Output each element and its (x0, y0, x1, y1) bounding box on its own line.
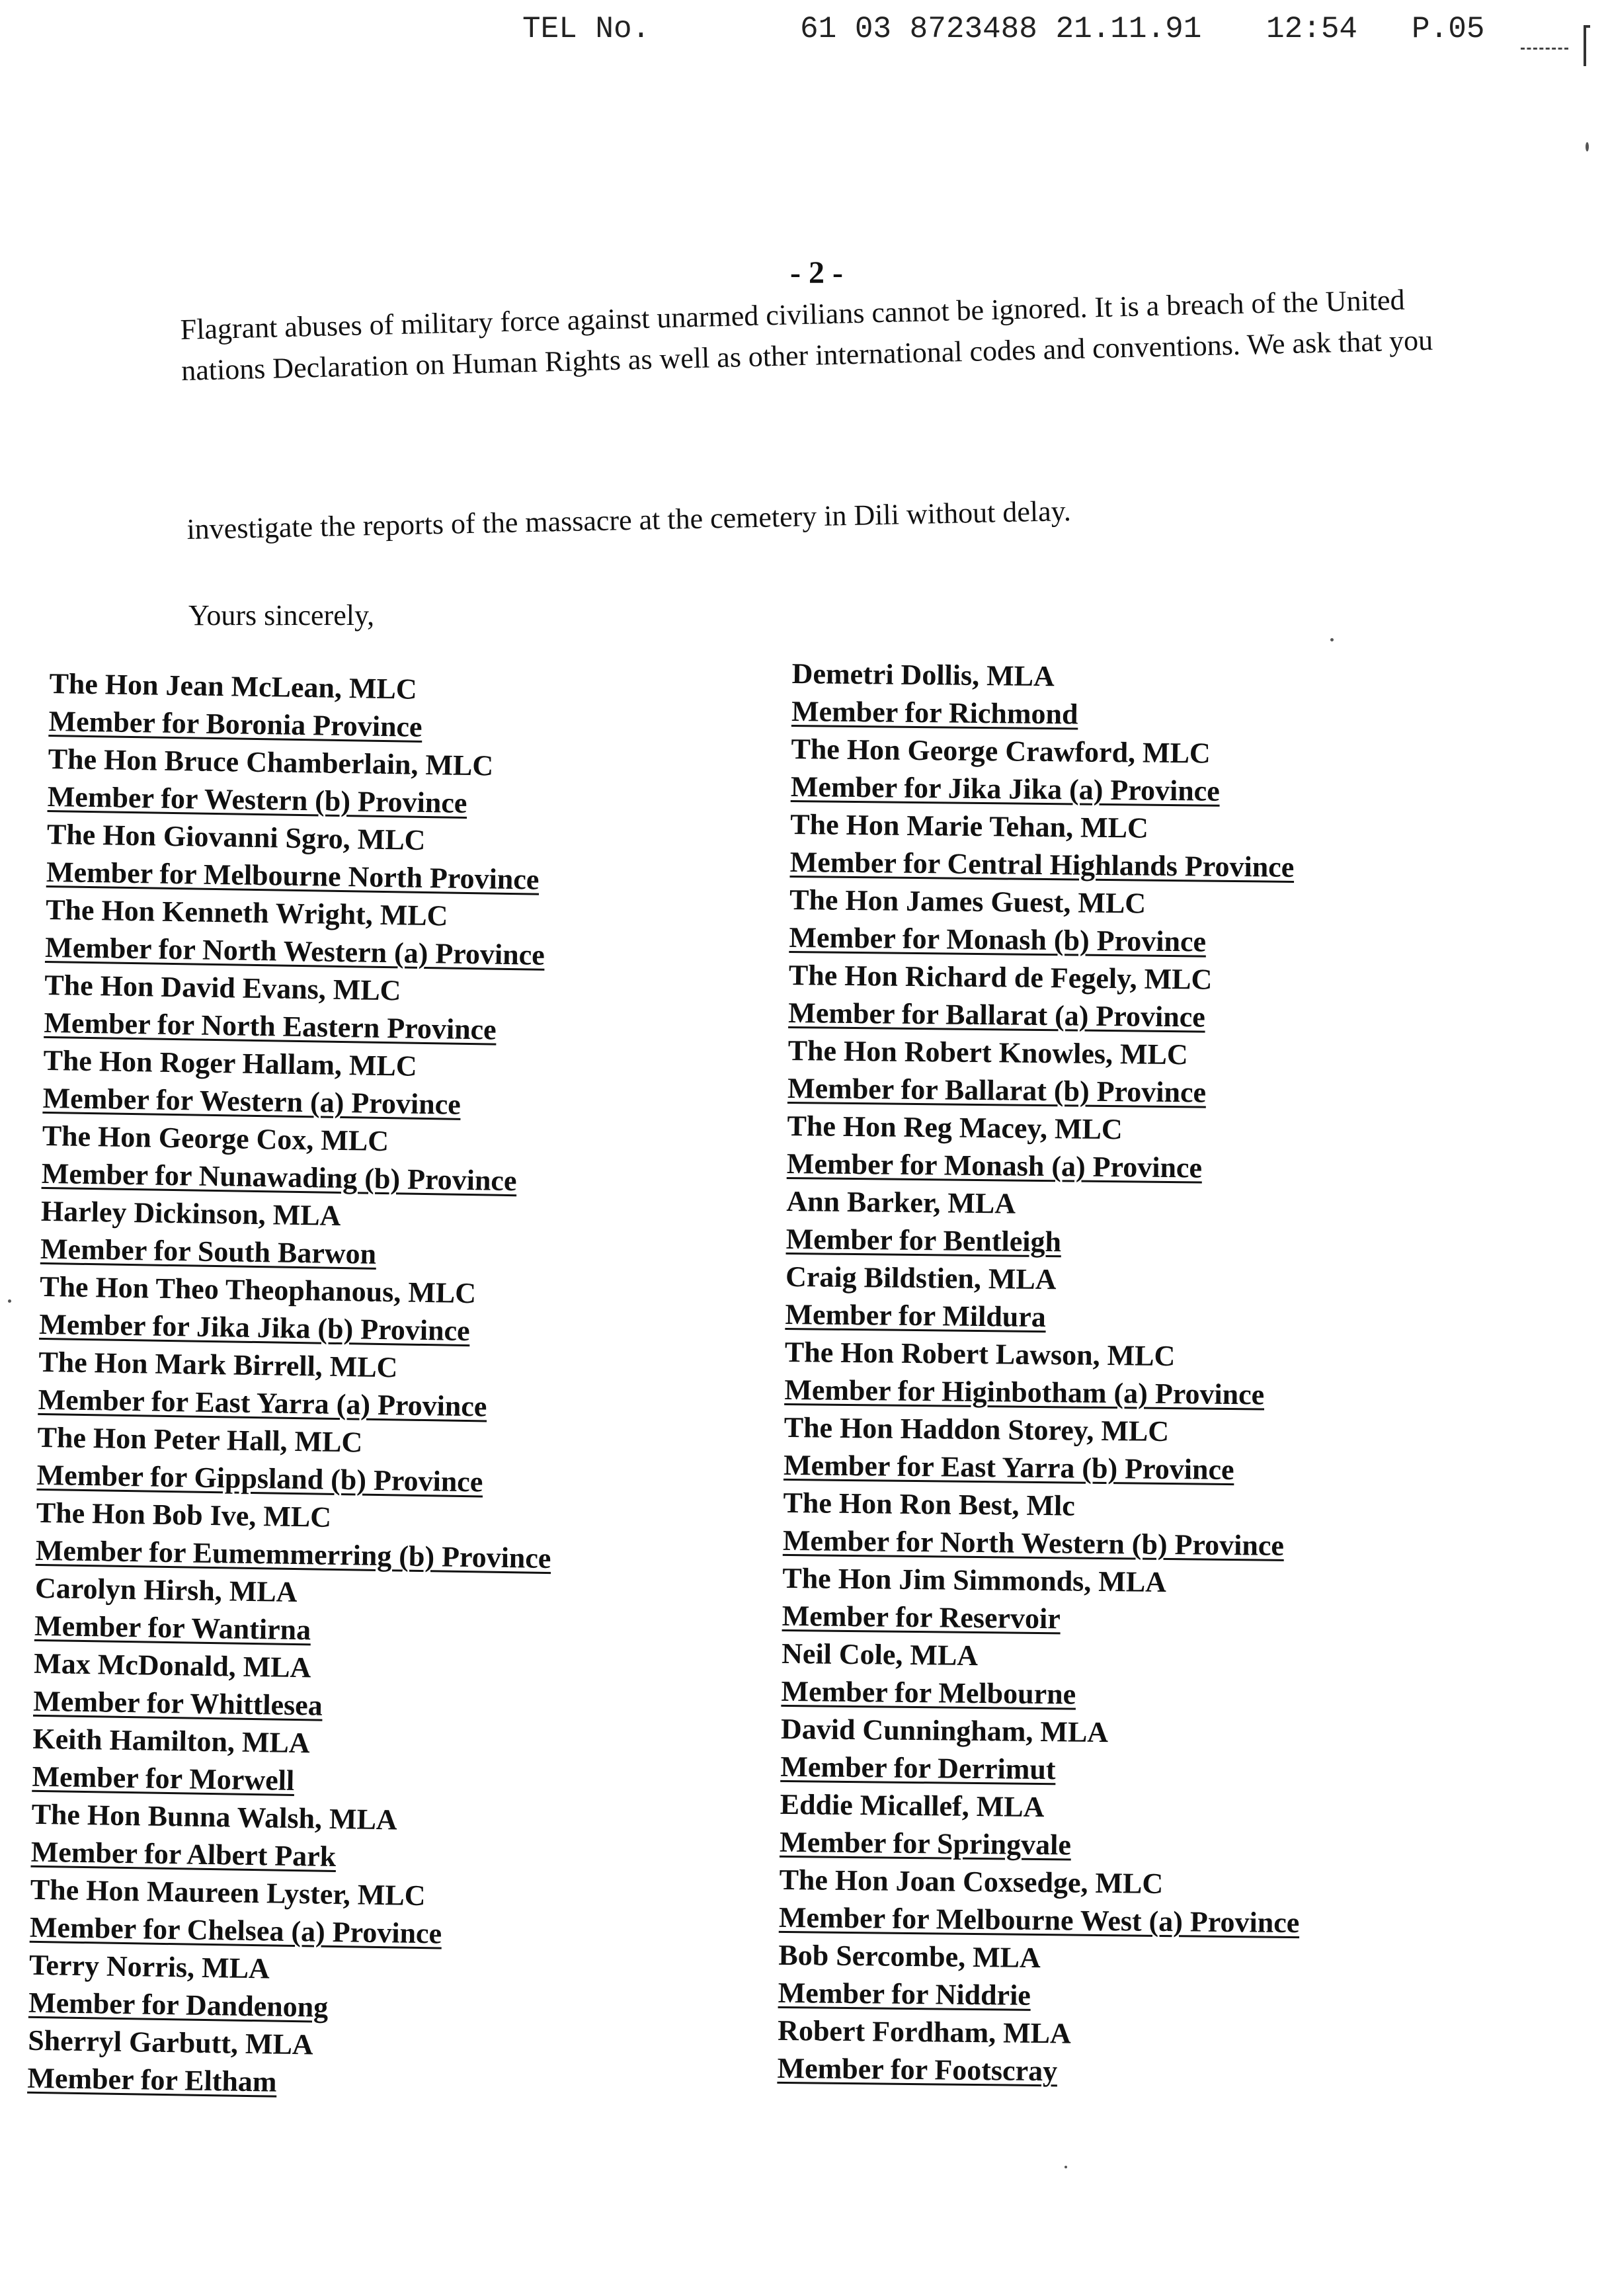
fax-transmission-header (522, 12, 1554, 58)
signatory-entry (778, 1936, 1539, 2020)
signatory-list-right (777, 655, 1552, 2095)
signatory-entry (45, 891, 807, 978)
signatory-name: The Hon Marie Tehan, MLC (790, 807, 1149, 844)
signatory-electorate: Member for East Yarra (b) Province (783, 1448, 1234, 1487)
signatory-electorate: Member for Morwell (32, 1760, 295, 1797)
signatory-entry (47, 740, 809, 827)
signatory-electorate: Member for Eumemmerring (b) Province (35, 1534, 551, 1575)
fax-date: 21.11.91 (1055, 12, 1202, 46)
signatory-entry (781, 1635, 1542, 1718)
signatory-name: Demetri Dollis, MLA (791, 657, 1055, 693)
signatory-entry (33, 1645, 795, 1732)
signatory-electorate: Member for Western (a) Province (42, 1081, 462, 1121)
signatory-electorate: Member for North Western (a) Province (44, 930, 545, 971)
signatory-entry (48, 665, 810, 752)
signatory-entry (38, 1343, 799, 1430)
signatory-name: David Cunningham, MLA (780, 1712, 1109, 1749)
scan-speck (1330, 638, 1334, 641)
fax-phone-number-and-date (800, 12, 1201, 46)
signatory-electorate: Member for Higinbotham (a) Province (784, 1373, 1265, 1411)
signatory-entry (27, 2022, 789, 2109)
signatory-entry (782, 1559, 1543, 1643)
signatory-name: The Hon James Guest, MLC (789, 883, 1146, 920)
signatory-name: The Hon Bob Ive, MLC (36, 1496, 332, 1534)
signatory-name: The Hon Jean McLean, MLC (49, 667, 417, 706)
signatory-entry (41, 1117, 803, 1204)
signatory-name: Carolyn Hirsh, MLA (34, 1571, 298, 1609)
signatory-name: The Hon Kenneth Wright, MLC (45, 893, 448, 932)
signatory-electorate: Member for Reservoir (782, 1599, 1061, 1635)
signatory-entry (42, 1042, 804, 1129)
signatory-name: Keith Hamilton, MLA (32, 1722, 311, 1760)
signatory-name: The Hon Bruce Chamberlain, MLC (48, 742, 494, 782)
signatory-entry (785, 1258, 1546, 1341)
signatory-name: The Hon Joan Coxsedge, MLC (779, 1863, 1164, 1900)
signatory-name: Craig Bildstien, MLA (785, 1260, 1057, 1296)
signatory-entry (788, 956, 1549, 1040)
signatory-name: The Hon Bunna Walsh, MLA (31, 1797, 398, 1836)
fax-tel-label: TEL No. (522, 12, 651, 46)
signatory-name: The Hon Mark Birrell, MLC (38, 1345, 398, 1384)
signatory-electorate: Member for Chelsea (a) Province (29, 1910, 442, 1950)
signatory-entry (784, 1409, 1545, 1492)
signatory-name: Harley Dickinson, MLA (40, 1194, 341, 1233)
signatory-electorate: Member for Dandenong (28, 1986, 329, 2024)
signatory-entry (39, 1268, 801, 1355)
signatory-electorate: Member for Jika Jika (b) Province (38, 1307, 471, 1348)
scan-speck (8, 1299, 11, 1303)
signatory-name: The Hon Theo Theophanous, MLC (39, 1270, 477, 1310)
signatory-name: Max McDonald, MLA (33, 1647, 311, 1684)
body-paragraph: Flagrant abuses of military force against unarmed civilians cannot be ignored. It is a breach of the United nations Declaration on Human Rights as well as other international codes and conventions. We ask that you (180, 283, 1433, 387)
signatory-electorate: Member for Springvale (779, 1825, 1072, 1862)
signatory-electorate: Member for Albert Park (30, 1835, 337, 1873)
signatory-electorate: Member for Niddrie (778, 1976, 1031, 2012)
signatory-entry (789, 881, 1550, 964)
scan-speck (1586, 142, 1589, 151)
signatory-name: Robert Fordham, MLA (777, 2014, 1072, 2050)
request-line: investigate the reports of the massacre at the cemetery in Dili without delay. (186, 494, 1072, 546)
fax-phone-number: 61 03 8723488 (800, 12, 1037, 46)
signatory-name: Bob Sercombe, MLA (778, 1938, 1041, 1975)
signatory-name: Sherryl Garbutt, MLA (27, 2024, 314, 2061)
signatory-entry (28, 1946, 790, 2033)
page-number: - 2 - (790, 255, 843, 290)
signatory-name: Neil Cole, MLA (781, 1637, 979, 1672)
signatory-electorate: Member for North Western (b) Province (782, 1524, 1285, 1562)
signatory-name: The Hon Jim Simmonds, MLA (782, 1561, 1167, 1599)
signatory-electorate: Member for Monash (b) Province (789, 921, 1207, 958)
signatory-entry (32, 1720, 793, 1807)
signatory-entry (36, 1418, 798, 1506)
signatory-name: Terry Norris, MLA (28, 1948, 270, 1985)
signatory-entry (789, 805, 1550, 889)
signatory-entry (783, 1484, 1544, 1567)
signatory-entry (779, 1861, 1540, 1944)
signatory-electorate: Member for Melbourne North Province (46, 855, 540, 896)
signatory-electorate: Member for Melbourne West (a) Province (778, 1901, 1300, 1940)
fax-edge-dash (1521, 48, 1568, 50)
scan-speck (1065, 2166, 1067, 2168)
signatory-electorate: Member for Monash (a) Province (786, 1147, 1203, 1184)
signatory-name: Ann Barker, MLA (786, 1184, 1016, 1220)
signatory-entry (46, 815, 808, 903)
signatory-name: The Hon Ron Best, Mlc (783, 1486, 1076, 1522)
signatory-electorate: Member for Mildura (785, 1297, 1047, 1334)
signatory-name: The Hon Reg Macey, MLC (787, 1109, 1123, 1146)
signatory-electorate: Member for Derrimut (780, 1750, 1056, 1786)
signatory-entry (791, 655, 1552, 738)
signatory-electorate: Member for Wantirna (34, 1609, 311, 1647)
signatory-electorate: Member for Eltham (27, 2061, 277, 2098)
signatory-entry (777, 2012, 1538, 2095)
signatory-name: The Hon David Evans, MLC (44, 968, 401, 1007)
signatory-electorate: Member for Central Highlands Province (789, 845, 1295, 883)
signatory-list-left (27, 665, 810, 2109)
signatory-entry (36, 1494, 797, 1581)
signatory-name: The Hon George Crawford, MLC (791, 732, 1211, 770)
signatory-entry (787, 1032, 1548, 1115)
signatory-entry (30, 1795, 792, 1883)
signatory-name: The Hon Peter Hall, MLC (37, 1420, 363, 1459)
signatory-entry (40, 1192, 802, 1280)
signatory-entry (787, 1107, 1548, 1190)
signatory-name: The Hon George Cox, MLC (42, 1119, 389, 1158)
signatory-electorate: Member for Ballarat (a) Province (788, 996, 1206, 1034)
signatory-name: The Hon Haddon Storey, MLC (784, 1411, 1170, 1448)
signatory-entry (34, 1569, 796, 1657)
fax-edge-mark (1584, 25, 1590, 66)
signatory-entry (785, 1182, 1547, 1266)
signatory-entry (784, 1333, 1545, 1416)
signatory-electorate: Member for Gippsland (b) Province (36, 1458, 483, 1498)
signatory-electorate: Member for East Yarra (a) Province (38, 1383, 487, 1423)
signatory-electorate: Member for Boronia Province (48, 704, 422, 743)
signatory-electorate: Member for South Barwon (40, 1232, 377, 1270)
signatory-entry (780, 1785, 1541, 1869)
signatory-name: The Hon Roger Hallam, MLC (43, 1044, 417, 1083)
signatory-name: The Hon Maureen Lyster, MLC (30, 1873, 426, 1912)
signatory-entry (30, 1871, 791, 1958)
closing-salutation: Yours sincerely, (188, 599, 375, 632)
signatory-name: The Hon Giovanni Sgro, MLC (46, 817, 426, 856)
fax-time: 12:54 (1266, 12, 1358, 46)
signatory-entry (780, 1710, 1541, 1793)
signatory-electorate: Member for Bentleigh (785, 1222, 1062, 1258)
signatory-electorate: Member for Melbourne (781, 1674, 1076, 1711)
signatory-name: The Hon Richard de Fegely, MLC (788, 958, 1213, 996)
signatory-name: The Hon Robert Lawson, MLC (784, 1335, 1176, 1373)
signatory-electorate: Member for Footscray (777, 2051, 1058, 2088)
signatory-electorate: Member for Jika Jika (a) Province (790, 770, 1221, 807)
signatory-electorate: Member for North Eastern Province (44, 1006, 497, 1046)
signatory-entry (791, 730, 1552, 813)
signatory-name: The Hon Robert Knowles, MLC (787, 1034, 1188, 1071)
signatory-entry (44, 966, 805, 1053)
signatory-name: Eddie Micallef, MLA (780, 1787, 1045, 1824)
signatory-electorate: Member for Ballarat (b) Province (787, 1071, 1207, 1109)
signatory-electorate: Member for Nunawading (b) Province (41, 1157, 517, 1198)
signatory-electorate: Member for Western (b) Province (47, 780, 467, 819)
fax-page-number: P.05 (1412, 12, 1485, 46)
signatory-electorate: Member for Richmond (791, 694, 1078, 731)
signatory-electorate: Member for Whittlesea (32, 1684, 323, 1722)
